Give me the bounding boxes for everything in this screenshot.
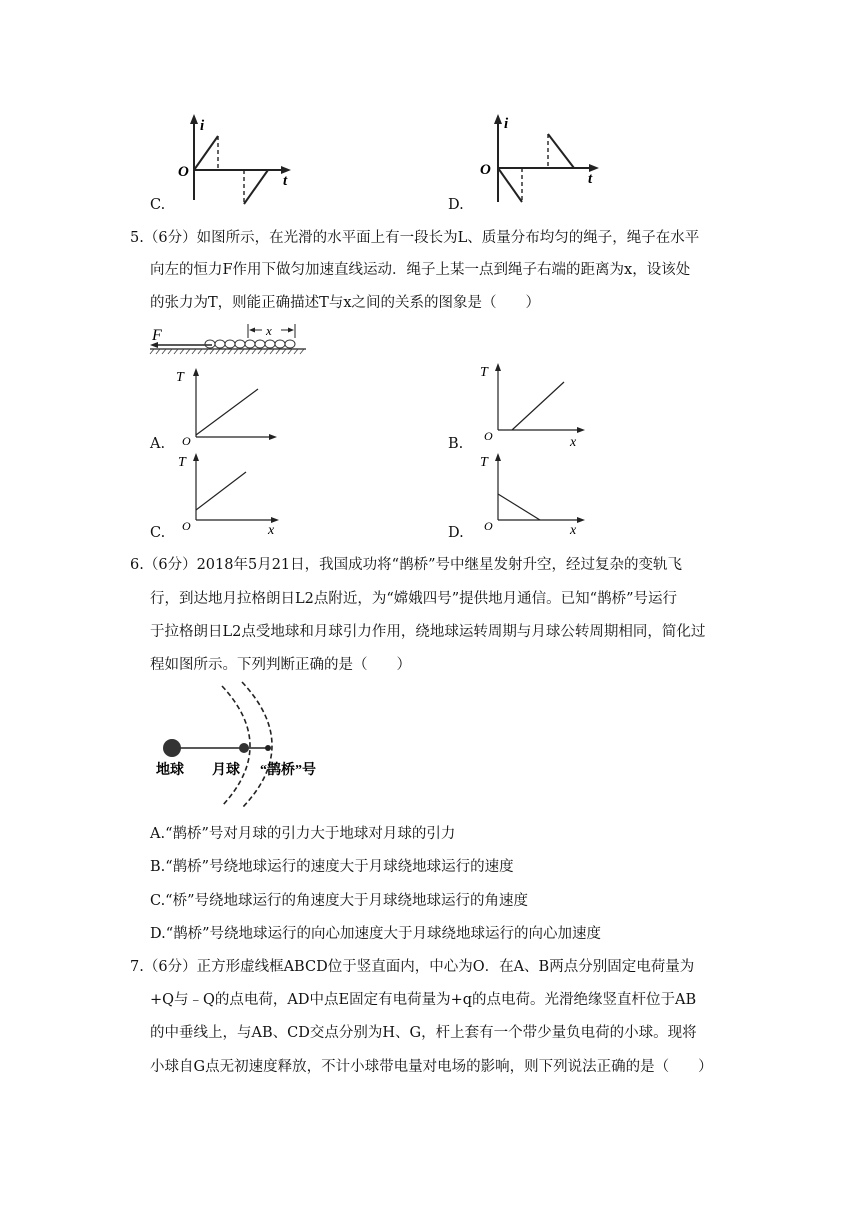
- q6-line-3: 于拉格朗日L2点受地球和月球引力作用，绕地球运转周期与月球公转周期相同，简化过: [150, 624, 706, 640]
- origin-label: O: [480, 162, 491, 178]
- q6-orbit-figure: [150, 680, 350, 810]
- axis-label-T: T: [176, 370, 184, 385]
- q5-graph-c: [172, 450, 282, 534]
- graph-option-c: [170, 110, 300, 206]
- q5-graph-b: [476, 360, 586, 450]
- axis-label-i: i: [504, 116, 509, 132]
- origin-label: O: [178, 164, 189, 180]
- q6-option-c: C.“桥”号绕地球运行的角速度大于月球绕地球运行的角速度: [150, 893, 529, 909]
- graph-option-d: [478, 108, 608, 208]
- q5-rope-figure: [148, 320, 312, 356]
- option-c-label: C.: [150, 197, 166, 213]
- q6-option-d: D.“鹊桥”号绕地球运行的向心加速度大于月球绕地球运行的向心加速度: [150, 926, 602, 942]
- moon-icon: [239, 743, 249, 753]
- distance-label: x: [266, 323, 272, 338]
- axis-label-T: T: [480, 365, 488, 380]
- q6-line-4: 程如图所示。下列判断正确的是（ ）: [150, 657, 411, 673]
- q6-line-1: [130, 553, 682, 574]
- q7-line-4: 小球自G点无初速度释放，不计小球带电量对电场的影响，则下列说法正确的是（ ）: [150, 1059, 713, 1075]
- q7-line-2: +Q与﹣Q的点电荷，AD中点E固定有电荷量为+q的点电荷。光滑绝缘竖直杆位于AB: [150, 992, 697, 1008]
- axis-label-x: x: [570, 435, 577, 450]
- q5-line-2: 向左的恒力F作用下做匀加速直线运动．绳子上某一点到绳子右端的距离为x，设该处: [150, 262, 691, 278]
- q5-number: 5.: [130, 230, 144, 246]
- q7-score: （6分）: [143, 959, 197, 975]
- q5-line-1: [130, 226, 699, 247]
- q5-graph-a: [172, 365, 282, 445]
- satellite-icon: [265, 745, 271, 751]
- q6-text-1: 2018年5月21日，我国成功将“鹊桥”号中继星发射升空，经过复杂的变轨飞: [196, 557, 682, 573]
- q5-option-c-label: C.: [150, 525, 166, 541]
- q5-option-b-label: B.: [448, 436, 464, 452]
- origin-label: O: [182, 519, 191, 533]
- q5-option-a-label: A.: [150, 436, 166, 452]
- axis-label-T: T: [178, 455, 186, 470]
- earth-label: 地球: [156, 763, 184, 778]
- option-d-label: D.: [448, 197, 464, 213]
- q5-score: （6分）: [143, 230, 197, 246]
- origin-label: O: [182, 434, 191, 445]
- axis-label-T: T: [480, 455, 488, 470]
- earth-icon: [163, 739, 181, 757]
- axis-label-x: x: [570, 523, 577, 534]
- q6-number: 6.: [130, 557, 144, 573]
- axis-label-t: t: [283, 173, 288, 189]
- moon-label: 月球: [212, 763, 240, 778]
- satellite-label: “鹊桥”号: [260, 763, 316, 778]
- axis-label-t: t: [588, 171, 593, 187]
- axis-label-x: x: [268, 523, 275, 534]
- q7-line-3: 的中垂线上，与AB、CD交点分别为H、G，杆上套有一个带少量负电荷的小球。现将: [150, 1025, 697, 1041]
- q5-graph-d: [476, 450, 586, 534]
- q7-line-1: [130, 955, 694, 976]
- origin-label: O: [484, 429, 493, 443]
- q5-line-3: 的张力为T，则能正确描述T与x之间的关系的图象是（ ）: [150, 295, 541, 311]
- q5-text-1: 如图所示，在光滑的水平面上有一段长为L、质量分布均匀的绳子，绳子在水平: [196, 230, 700, 246]
- axis-label-i: i: [200, 118, 205, 134]
- force-label: F: [152, 327, 162, 344]
- q6-option-a: A.“鹊桥”号对月球的引力大于地球对月球的引力: [150, 826, 456, 842]
- q6-option-b: B.“鹊桥”号绕地球运行的速度大于月球绕地球运行的速度: [150, 859, 514, 875]
- origin-label: O: [484, 519, 493, 533]
- q7-text-1: 正方形虚线框ABCD位于竖直面内，中心为O．在A、B两点分别固定电荷量为: [196, 959, 695, 975]
- q6-score: （6分）: [143, 557, 197, 573]
- q7-number: 7.: [130, 959, 144, 975]
- q5-option-d-label: D.: [448, 525, 464, 541]
- q6-line-2: 行，到达地月拉格朗日L2点附近，为“嫦娥四号”提供地月通信。已知“鹊桥”号运行: [150, 591, 678, 607]
